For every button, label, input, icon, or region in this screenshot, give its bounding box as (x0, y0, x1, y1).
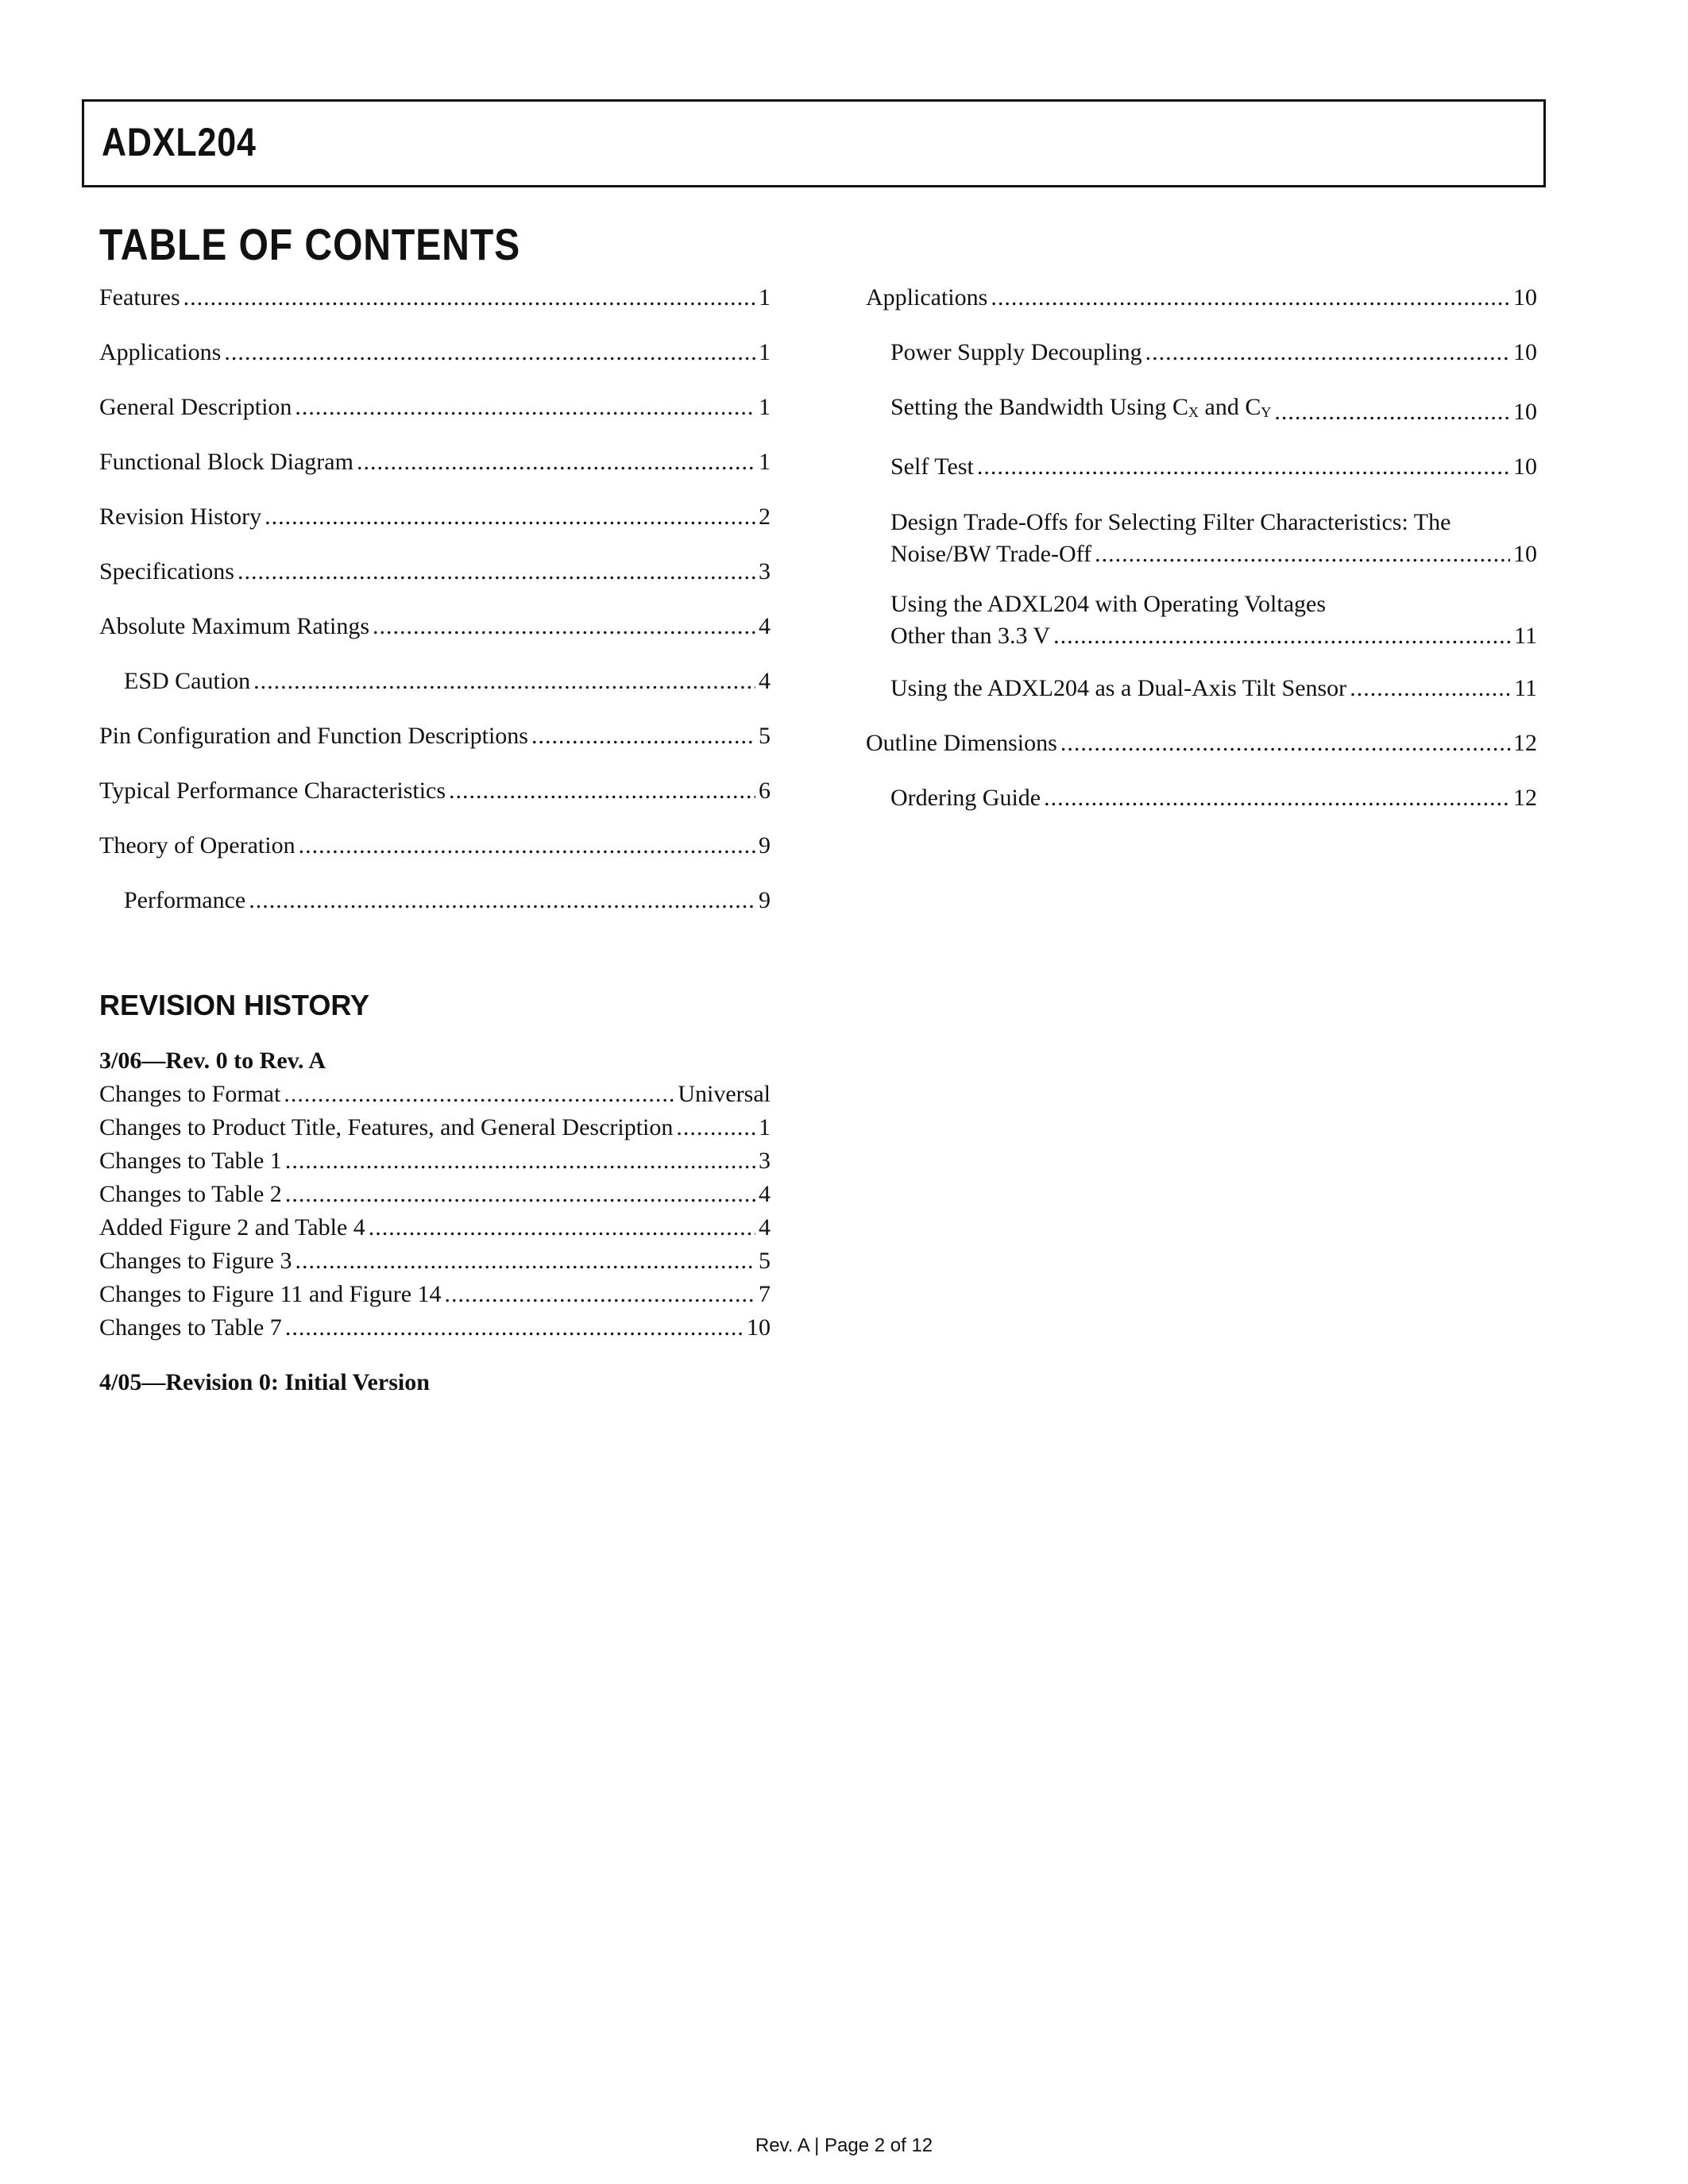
product-title: ADXL204 (102, 120, 257, 164)
leader-dots (1060, 727, 1510, 759)
revision-item-label: Changes to Table 1 (99, 1148, 282, 1174)
leader-dots (265, 501, 755, 533)
toc-entry-label: Theory of Operation (99, 832, 295, 859)
toc-entry-label: Self Test (890, 453, 974, 480)
toc-entry-label: Ordering Guide (890, 785, 1041, 811)
subscript-x: X (1188, 404, 1199, 420)
toc-entry-tilt-sensor[interactable] (866, 673, 1537, 704)
toc-entry-general-description[interactable] (99, 392, 771, 423)
leader-dots (676, 1111, 755, 1144)
subscript-y: Y (1261, 404, 1272, 420)
toc-entry-page: 11 (1514, 623, 1537, 649)
revision-item (99, 1211, 771, 1244)
revision-item-label: Changes to Table 2 (99, 1181, 282, 1207)
toc-entry-outline-dimensions[interactable] (866, 727, 1537, 759)
toc-entry-label: Pin Configuration and Function Descriptions (99, 723, 528, 749)
toc-entry-performance[interactable] (99, 885, 771, 916)
leader-dots (1095, 538, 1510, 570)
revision-item (99, 1078, 771, 1111)
toc-entry-power-supply-decoupling[interactable] (866, 337, 1537, 369)
toc-entry-page: 1 (759, 449, 771, 475)
leader-dots (1274, 396, 1510, 428)
toc-entry-page: 10 (1513, 399, 1537, 425)
revision-item-label: Changes to Product Title, Features, and General Description (99, 1114, 674, 1140)
toc-entry-page: 10 (1513, 453, 1537, 480)
revision-item-page: 4 (759, 1214, 771, 1241)
toc-entry-page: 1 (759, 339, 771, 365)
toc-entry-label: Applications (866, 284, 988, 311)
revision-item (99, 1111, 771, 1144)
leader-dots (224, 337, 755, 369)
leader-dots (977, 451, 1510, 483)
leader-dots (295, 392, 755, 423)
toc-entry-label: Outline Dimensions (866, 730, 1057, 756)
leader-dots (253, 666, 755, 697)
leader-dots (1044, 782, 1510, 814)
label-text: Setting the Bandwidth Using C (890, 394, 1188, 420)
toc-entry-label: ESD Caution (124, 668, 251, 694)
leader-dots (445, 1278, 755, 1311)
toc-entry-label: Absolute Maximum Ratings (99, 613, 369, 639)
toc-entry-page: 11 (1514, 675, 1537, 701)
toc-entry-page: 1 (759, 394, 771, 420)
leader-dots (373, 611, 755, 642)
toc-entry-page: 10 (1513, 339, 1537, 365)
toc-entry-self-test[interactable] (866, 451, 1537, 483)
toc-entry-label-line1: Using the ADXL204 with Operating Voltages (890, 591, 1327, 617)
revision-item (99, 1311, 771, 1345)
revision-item-page: Universal (678, 1081, 771, 1107)
leader-dots (1350, 673, 1511, 704)
revision-item-page: 4 (759, 1181, 771, 1207)
revision-heading: 4/05—Revision 0: Initial Version (99, 1369, 430, 1395)
revision-heading: 3/06—Rev. 0 to Rev. A (99, 1048, 326, 1074)
toc-entry-ordering-guide[interactable] (866, 782, 1537, 814)
toc-right-column (866, 282, 1537, 837)
toc-entry-revision-history[interactable] (99, 501, 771, 533)
toc-entry-line2 (866, 620, 1537, 652)
toc-entry-design-tradeoffs[interactable] (866, 506, 1537, 570)
revision-item-label: Changes to Figure 3 (99, 1248, 292, 1274)
toc-entry-label: General Description (99, 394, 292, 420)
toc-entry-page: 6 (759, 778, 771, 804)
toc-entry-typical-performance[interactable] (99, 775, 771, 807)
revision-list (99, 1078, 771, 1345)
leader-dots (183, 282, 755, 314)
toc-entry-label-line2: Other than 3.3 V (890, 623, 1051, 649)
toc-entry-pin-configuration[interactable] (99, 720, 771, 752)
toc-entry-page: 10 (1513, 284, 1537, 311)
toc-entry-theory-of-operation[interactable] (99, 830, 771, 862)
revision-item-page: 3 (759, 1148, 771, 1174)
toc-entry-page: 3 (759, 558, 771, 585)
toc-title: TABLE OF CONTENTS (99, 219, 521, 269)
toc-entry-page: 9 (759, 832, 771, 859)
revision-item-label: Changes to Figure 11 and Figure 14 (99, 1281, 442, 1307)
toc-entry-label-line2: Noise/BW Trade-Off (890, 541, 1092, 567)
toc-entry-page: 12 (1513, 730, 1537, 756)
toc-entry-applications[interactable] (99, 337, 771, 369)
revision-item (99, 1278, 771, 1311)
toc-entry-absolute-maximum-ratings[interactable] (99, 611, 771, 642)
revision-item (99, 1178, 771, 1211)
toc-entry-line2 (866, 538, 1537, 570)
revision-item-page: 7 (759, 1281, 771, 1307)
toc-entry-label: Power Supply Decoupling (890, 339, 1142, 365)
toc-entry-page: 10 (1513, 541, 1537, 567)
revision-item-label: Added Figure 2 and Table 4 (99, 1214, 365, 1241)
leader-dots (249, 885, 755, 916)
leader-dots (449, 775, 755, 807)
toc-entry-label-line1: Design Trade-Offs for Selecting Filter Characteristics: The (890, 509, 1451, 535)
toc-entry-functional-block-diagram[interactable] (99, 446, 771, 478)
leader-dots (991, 282, 1510, 314)
revision-item-page: 5 (759, 1248, 771, 1274)
revision-item-label: Changes to Format (99, 1081, 281, 1107)
header-box (82, 99, 1546, 187)
toc-entry-page: 9 (759, 887, 771, 913)
revision-item (99, 1244, 771, 1278)
toc-entry-page: 12 (1513, 785, 1537, 811)
toc-entry-label: Performance (124, 887, 246, 913)
toc-entry-features[interactable] (99, 282, 771, 314)
toc-entry-operating-voltages[interactable] (866, 588, 1537, 652)
leader-dots (357, 446, 755, 478)
revision-item (99, 1144, 771, 1178)
toc-entry-label: Features (99, 284, 180, 311)
toc-entry-page: 4 (759, 613, 771, 639)
revision-item-label: Changes to Table 7 (99, 1314, 282, 1341)
revision-history-title: REVISION HISTORY (99, 989, 370, 1021)
leader-dots (238, 556, 755, 588)
leader-dots (531, 720, 755, 752)
label-text: and C (1199, 394, 1261, 420)
toc-entry-label: Applications (99, 339, 222, 365)
revision-item-page: 10 (747, 1314, 771, 1341)
leader-dots (285, 1178, 755, 1211)
toc-entry-specifications[interactable] (99, 556, 771, 588)
toc-entry-page: 4 (759, 668, 771, 694)
toc-entry-label: Using the ADXL204 as a Dual-Axis Tilt Sensor (890, 675, 1347, 701)
toc-entry-label: Specifications (99, 558, 234, 585)
leader-dots (369, 1211, 755, 1244)
toc-left-column (99, 282, 771, 940)
leader-dots (299, 830, 755, 862)
page-footer: Rev. A | Page 2 of 12 (755, 2135, 933, 2156)
revision-block-rev-0 (99, 1366, 771, 1399)
leader-dots (285, 1311, 744, 1345)
leader-dots (1053, 620, 1511, 652)
toc-entry-label (890, 392, 1271, 428)
toc-entry-label: Typical Performance Characteristics (99, 778, 446, 804)
toc-entry-esd-caution[interactable] (99, 666, 771, 697)
toc-entry-label: Functional Block Diagram (99, 449, 353, 475)
leader-dots (284, 1078, 674, 1111)
leader-dots (285, 1144, 755, 1178)
toc-entry-applications-2[interactable] (866, 282, 1537, 314)
toc-entry-page: 2 (759, 504, 771, 530)
toc-entry-page: 1 (759, 284, 771, 311)
toc-entry-page: 5 (759, 723, 771, 749)
revision-block-rev-a (99, 1044, 771, 1345)
toc-entry-setting-bandwidth[interactable] (866, 392, 1537, 428)
revision-item-page: 1 (759, 1114, 771, 1140)
toc-entry-label: Revision History (99, 504, 262, 530)
leader-dots (295, 1244, 755, 1278)
leader-dots (1145, 337, 1510, 369)
